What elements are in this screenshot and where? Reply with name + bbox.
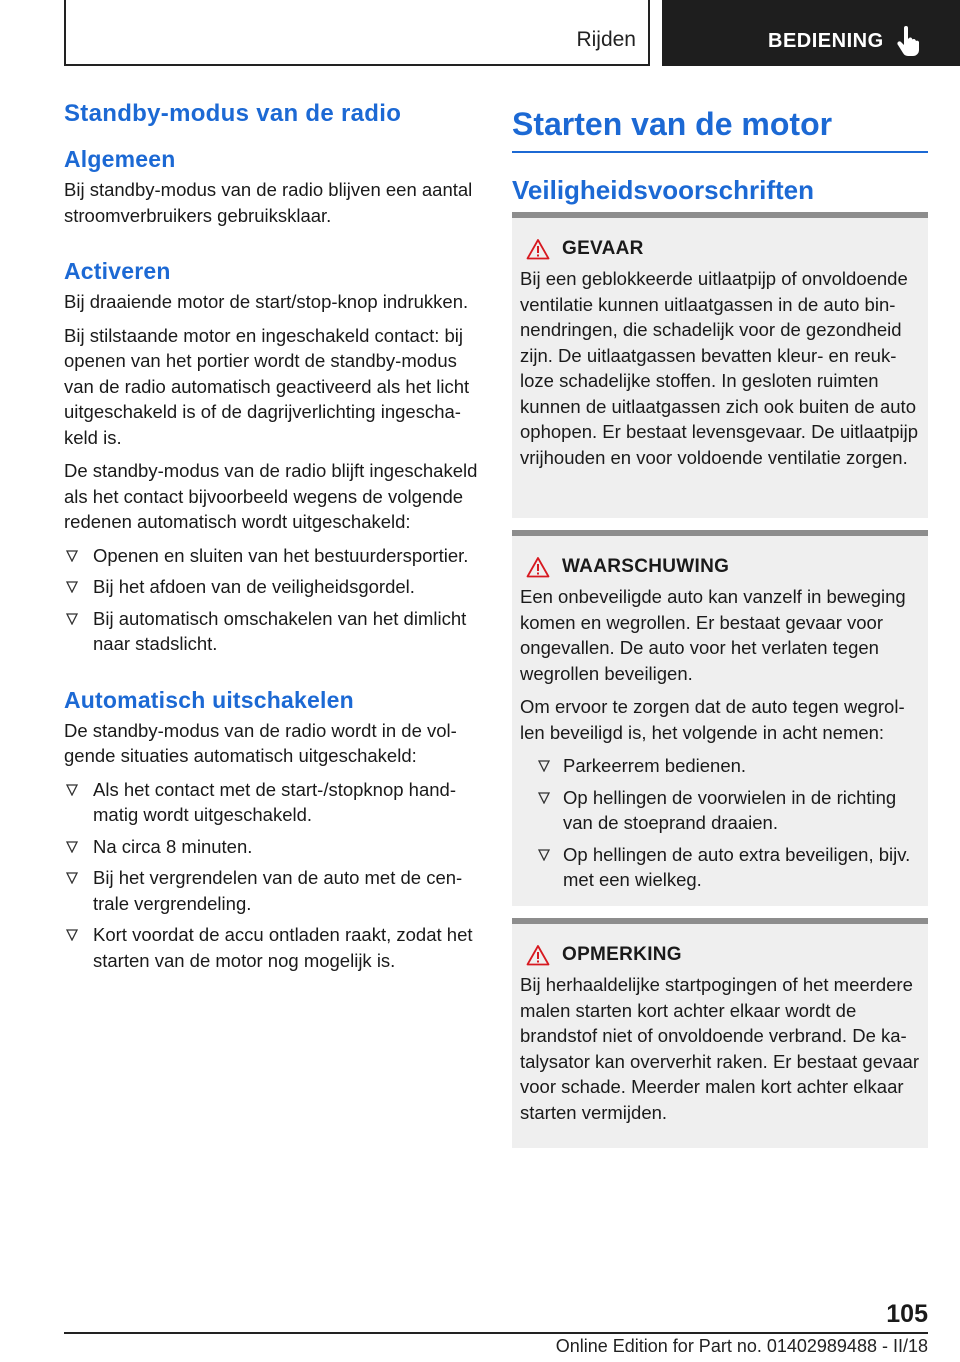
triangle-bullet-icon: [538, 760, 550, 772]
footer-edition: Online Edition for Part no. 01402989488 - II/18: [555, 1336, 928, 1356]
notice-box: [512, 918, 928, 1148]
triangle-bullet-icon: [66, 929, 78, 941]
header-rule-left: [64, 0, 66, 66]
right-column: [512, 100, 928, 206]
footer-rule: [64, 1332, 928, 1334]
list-item: [64, 543, 482, 569]
triangle-bullet-icon: [66, 550, 78, 562]
heading-safety: Veiligheidsvoorschriften: [512, 175, 814, 205]
list-item: [530, 785, 920, 836]
list-item-text: Bij het afdoen van de veiligheidsgordel.: [93, 576, 415, 597]
heading-general: Algemeen: [64, 146, 176, 172]
paragraph-activate-3: De standby-modus van de radio blijft ingeschakeld als het contact bijvoorbeeld wegens de volgende redenen automatisch wordt uitgeschakeld:: [64, 460, 478, 532]
activate-list: [64, 543, 482, 657]
chapter-title-starting-engine: Starten van de motor: [512, 100, 928, 153]
heading-activate: Activeren: [64, 258, 171, 284]
warning-text-1: Een onbeveiligde auto kan vanzelf in beweging komen en wegrollen. Er bestaat gevaar voor ongevallen. De auto voor het verlaten tegen wegrollen beveiligen.: [520, 586, 906, 684]
warning-label: WAARSCHUWING: [562, 556, 730, 577]
heading-auto-off: Automatisch uitschakelen: [64, 686, 354, 713]
list-item: [64, 922, 482, 973]
list-item-text: Bij automatisch omschakelen van het dimlicht naar stadslicht.: [93, 607, 467, 654]
list-item-text: Parkeerrem bedienen.: [563, 755, 747, 776]
header-rule-bottom: [64, 64, 650, 66]
list-item: [64, 574, 482, 600]
warning-triangle-icon: [526, 238, 550, 260]
list-item-text: Bij het vergrendelen van de auto met de centrale vergrendeling.: [93, 867, 463, 914]
danger-box: [512, 212, 928, 518]
auto-off-list: [64, 777, 482, 974]
paragraph-auto-off: De standby-modus van de radio wordt in de volgende situaties automatisch uitgeschakeld:: [64, 719, 457, 766]
list-item-text: Openen en sluiten van het bestuurdersportier.: [93, 544, 469, 566]
list-item-text: Op hellingen de voorwielen in de richting van de stoeprand draaien.: [563, 786, 897, 833]
page-number: 105: [886, 1300, 928, 1328]
header-section-label: Rijden: [576, 28, 636, 51]
triangle-bullet-icon: [66, 613, 78, 625]
triangle-bullet-icon: [538, 792, 550, 804]
notice-text: Bij herhaaldelijke startpogingen of het meerdere malen starten kort achter elkaar wordt de brandstof niet of onvoldoende verbrand. De katalysator kan oververhit raken. Er bestaat gevaar voor schade. Meerder malen kort achter elkaar starten vermijden.: [520, 974, 919, 1123]
warning-triangle-icon: [526, 556, 550, 578]
list-item: [64, 865, 482, 916]
list-item: [530, 753, 920, 779]
warning-triangle-icon: [526, 944, 550, 966]
triangle-bullet-icon: [66, 581, 78, 593]
header-rule-divider: [648, 0, 650, 66]
notice-box-title: [520, 944, 920, 966]
list-item: [64, 606, 482, 657]
triangle-bullet-icon: [66, 872, 78, 884]
list-item-text: Na circa 8 minuten.: [93, 835, 253, 857]
paragraph-activate-2: Bij stilstaande motor en ingeschakeld contact: bij openen van het portier wordt de standby-modus van de radio automatisch geactiveerd als het licht uitgeschakeld is of de dagrijverlichting ingeschakeld is.: [64, 324, 470, 448]
warning-box-title: [520, 556, 920, 578]
triangle-bullet-icon: [66, 784, 78, 796]
danger-box-title: [520, 238, 920, 260]
list-item-text: Als het contact met de start-/stopknop handmatig wordt uitgeschakeld.: [93, 778, 457, 825]
warning-box: [512, 530, 928, 906]
list-item-text: Kort voordat de accu ontladen raakt, zodat het starten van de motor nog mogelijk is.: [93, 924, 473, 971]
notice-label: OPMERKING: [562, 944, 682, 965]
chapter-tab-label: BEDIENING: [768, 30, 884, 52]
list-item: [64, 777, 482, 828]
hand-pointer-icon: [896, 26, 920, 56]
triangle-bullet-icon: [66, 841, 78, 853]
list-item: [530, 842, 920, 893]
list-item: [64, 834, 482, 860]
danger-text: Bij een geblokkeerde uitlaatpijp of onvoldoende ventilatie kunnen uitlaatgassen in de auto binnendringen, die schadelijk voor de gezondheid zijn. De uitlaatgassen bevatten kleur- en reukloze schadelijke stoffen. In gesloten ruimten kunnen de uitlaatgassen zich ook buiten de auto ophopen. Er bestaat levensgevaar. De uitlaatpijp vrijhouden en voor voldoende ventilatie zorgen.: [520, 268, 919, 468]
paragraph-general: Bij standby-modus van de radio blijven een aantal stroomverbruikers gebruiksklaar.: [64, 179, 473, 226]
list-item-text: Op hellingen de auto extra beveiligen, bijv. met een wielkeg.: [563, 843, 911, 890]
left-column: [64, 100, 482, 979]
triangle-bullet-icon: [538, 849, 550, 861]
danger-label: GEVAAR: [562, 238, 644, 259]
warning-text-2: Om ervoor te zorgen dat de auto tegen wegrollen beveiligd is, het volgende in acht nemen:: [520, 696, 905, 743]
paragraph-activate-1: Bij draaiende motor de start/stop-knop indrukken.: [64, 291, 469, 312]
section-title-standby: Standby-modus van de radio: [64, 100, 402, 127]
warning-list: [520, 753, 920, 893]
